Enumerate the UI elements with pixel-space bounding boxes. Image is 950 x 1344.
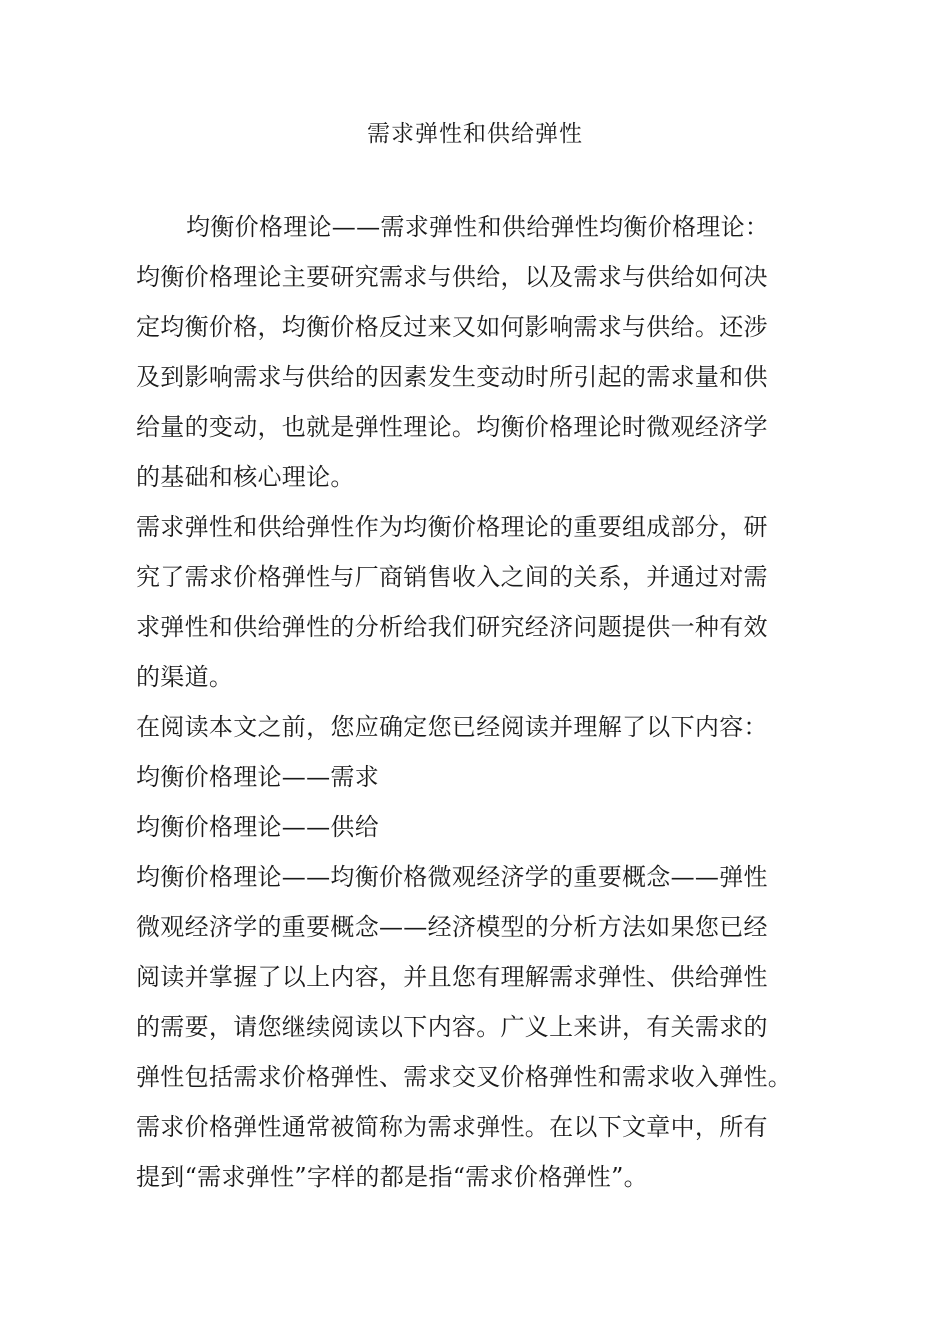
body-line: 提到“需求弹性”字样的都是指“需求价格弹性”。 (136, 1163, 648, 1191)
body-line: 需求价格弹性通常被简称为需求弹性。在以下文章中，所有 (136, 1113, 768, 1141)
body-line: 的基础和核心理论。 (136, 463, 355, 491)
body-line: 定均衡价格，均衡价格反过来又如何影响需求与供给。还涉 (136, 313, 768, 341)
body-line: 均衡价格理论主要研究需求与供给，以及需求与供给如何决 (136, 263, 768, 291)
body-line: 均衡价格理论——均衡价格微观经济学的重要概念——弹性 (136, 863, 768, 891)
body-line: 微观经济学的重要概念——经济模型的分析方法如果您已经 (136, 913, 768, 941)
body-line: 究了需求价格弹性与厂商销售收入之间的关系，并通过对需 (136, 563, 768, 591)
body-line: 均衡价格理论——需求 (136, 763, 379, 791)
document-title: 需求弹性和供给弹性 (367, 121, 583, 147)
body-line: 弹性包括需求价格弹性、需求交叉价格弹性和需求收入弹性。 (136, 1063, 793, 1091)
document-body (136, 202, 836, 1202)
body-line: 的需要，请您继续阅读以下内容。广义上来讲，有关需求的 (136, 1013, 768, 1041)
body-line: 均衡价格理论——需求弹性和供给弹性均衡价格理论： (186, 213, 770, 241)
body-line: 在阅读本文之前，您应确定您已经阅读并理解了以下内容： (136, 713, 768, 741)
body-line: 需求弹性和供给弹性作为均衡价格理论的重要组成部分，研 (136, 513, 768, 541)
body-line: 均衡价格理论——供给 (136, 813, 379, 841)
body-line: 的渠道。 (136, 663, 234, 691)
body-line: 给量的变动，也就是弹性理论。均衡价格理论时微观经济学 (136, 413, 768, 441)
body-line: 阅读并掌握了以上内容，并且您有理解需求弹性、供给弹性 (136, 963, 768, 991)
body-line: 求弹性和供给弹性的分析给我们研究经济问题提供一种有效 (136, 613, 768, 641)
body-line: 及到影响需求与供给的因素发生变动时所引起的需求量和供 (136, 363, 768, 391)
